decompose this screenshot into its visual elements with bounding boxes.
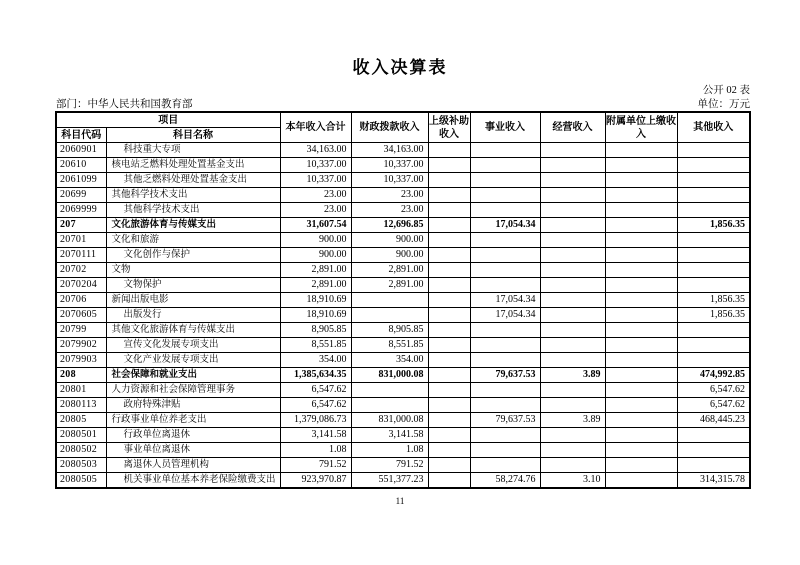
subject-code-cell: 20799 <box>56 323 106 338</box>
value-cell <box>677 338 750 353</box>
value-cell: 3.10 <box>540 473 605 489</box>
value-cell: 2,891.00 <box>351 278 428 293</box>
subject-name-cell: 离退休人员管理机构 <box>106 458 280 473</box>
value-cell <box>428 263 470 278</box>
subject-name-cell: 人力资源和社会保障管理事务 <box>106 383 280 398</box>
value-cell <box>540 278 605 293</box>
subject-code-cell: 20702 <box>56 263 106 278</box>
value-cell: 10,337.00 <box>280 173 351 188</box>
value-cell <box>605 143 677 158</box>
value-cell: 10,337.00 <box>351 158 428 173</box>
unit-label: 单位：万元 <box>697 99 750 110</box>
value-cell <box>428 323 470 338</box>
value-cell: 8,905.85 <box>280 323 351 338</box>
value-cell <box>605 323 677 338</box>
value-cell: 17,054.34 <box>470 218 540 233</box>
value-cell <box>540 143 605 158</box>
value-cell <box>605 188 677 203</box>
value-cell: 900.00 <box>280 233 351 248</box>
value-cell <box>428 443 470 458</box>
subject-code-cell: 208 <box>56 368 106 383</box>
value-cell <box>428 158 470 173</box>
value-cell <box>470 458 540 473</box>
value-cell <box>540 293 605 308</box>
value-cell: 12,696.85 <box>351 218 428 233</box>
value-cell <box>470 398 540 413</box>
table-row <box>56 293 750 308</box>
value-cell: 923,970.87 <box>280 473 351 489</box>
value-cell: 1.08 <box>280 443 351 458</box>
value-cell: 58,274.76 <box>470 473 540 489</box>
value-cell <box>470 188 540 203</box>
value-cell: 1,856.35 <box>677 293 750 308</box>
page-title: 收入决算表 <box>352 58 448 77</box>
value-cell <box>351 398 428 413</box>
value-cell <box>605 383 677 398</box>
value-cell <box>605 263 677 278</box>
value-cell <box>605 233 677 248</box>
value-cell <box>351 308 428 323</box>
value-cell: 2,891.00 <box>280 278 351 293</box>
value-cell <box>428 338 470 353</box>
value-cell: 23.00 <box>351 188 428 203</box>
value-cell <box>540 248 605 263</box>
value-cell <box>677 428 750 443</box>
value-cell <box>677 443 750 458</box>
value-cell: 2,891.00 <box>351 263 428 278</box>
value-cell <box>470 203 540 218</box>
value-cell <box>351 293 428 308</box>
value-cell: 8,551.85 <box>351 338 428 353</box>
value-cell <box>677 278 750 293</box>
subject-code-cell: 2079902 <box>56 338 106 353</box>
value-cell <box>540 428 605 443</box>
value-cell <box>677 353 750 368</box>
value-cell <box>605 428 677 443</box>
subject-code-cell: 2080113 <box>56 398 106 413</box>
table-row <box>56 143 750 158</box>
value-cell <box>605 473 677 489</box>
subject-name-cell: 文化产业发展专项支出 <box>106 353 280 368</box>
department-label: 部门：中华人民共和国教育部 <box>56 99 193 110</box>
value-cell: 10,337.00 <box>280 158 351 173</box>
table-row <box>56 263 750 278</box>
table-row <box>56 233 750 248</box>
value-cell: 3.89 <box>540 413 605 428</box>
subject-name-cell: 其他科学技术支出 <box>106 188 280 203</box>
value-cell <box>428 233 470 248</box>
value-cell: 551,377.23 <box>351 473 428 489</box>
subject-name-cell: 其他乏燃料处理处置基金支出 <box>106 173 280 188</box>
value-cell: 900.00 <box>351 248 428 263</box>
subject-name-cell: 文物保护 <box>106 278 280 293</box>
header-superior-subsidy-income: 上级补助收入 <box>428 112 470 143</box>
table-row <box>56 473 750 489</box>
header-project: 项目 <box>56 112 280 128</box>
header-business-income: 事业收入 <box>470 112 540 143</box>
value-cell <box>677 173 750 188</box>
value-cell: 900.00 <box>351 233 428 248</box>
value-cell <box>540 218 605 233</box>
value-cell: 31,607.54 <box>280 218 351 233</box>
value-cell <box>605 308 677 323</box>
value-cell <box>540 323 605 338</box>
subject-name-cell: 核电站乏燃料处理处置基金支出 <box>106 158 280 173</box>
value-cell <box>677 248 750 263</box>
value-cell <box>540 203 605 218</box>
value-cell <box>428 368 470 383</box>
subject-name-cell: 科技重大专项 <box>106 143 280 158</box>
value-cell <box>428 143 470 158</box>
value-cell <box>428 218 470 233</box>
value-cell <box>605 173 677 188</box>
value-cell: 18,910.69 <box>280 308 351 323</box>
table-row <box>56 173 750 188</box>
value-cell: 23.00 <box>280 188 351 203</box>
value-cell <box>470 158 540 173</box>
header-fiscal-appropriation-income: 财政拨款收入 <box>351 112 428 143</box>
value-cell: 354.00 <box>351 353 428 368</box>
value-cell <box>605 203 677 218</box>
subject-code-cell: 20805 <box>56 413 106 428</box>
subject-name-cell: 其他文化旅游体育与传媒支出 <box>106 323 280 338</box>
value-cell <box>677 158 750 173</box>
table-row <box>56 368 750 383</box>
value-cell <box>605 248 677 263</box>
value-cell <box>470 353 540 368</box>
value-cell <box>540 308 605 323</box>
value-cell <box>605 293 677 308</box>
value-cell: 79,637.53 <box>470 368 540 383</box>
value-cell: 2,891.00 <box>280 263 351 278</box>
value-cell <box>470 323 540 338</box>
table-row <box>56 383 750 398</box>
value-cell: 23.00 <box>280 203 351 218</box>
subject-name-cell: 新闻出版电影 <box>106 293 280 308</box>
value-cell <box>470 383 540 398</box>
value-cell: 8,551.85 <box>280 338 351 353</box>
value-cell <box>428 278 470 293</box>
subject-code-cell: 2079903 <box>56 353 106 368</box>
subject-name-cell: 文化旅游体育与传媒支出 <box>106 218 280 233</box>
value-cell <box>428 428 470 443</box>
value-cell <box>428 458 470 473</box>
subject-name-cell: 行政单位离退休 <box>106 428 280 443</box>
value-cell <box>428 188 470 203</box>
subject-code-cell: 20801 <box>56 383 106 398</box>
table-row <box>56 398 750 413</box>
subject-code-cell: 207 <box>56 218 106 233</box>
value-cell: 6,547.62 <box>677 383 750 398</box>
value-cell: 474,992.85 <box>677 368 750 383</box>
table-row <box>56 308 750 323</box>
value-cell: 354.00 <box>280 353 351 368</box>
subject-code-cell: 2070111 <box>56 248 106 263</box>
table-row <box>56 278 750 293</box>
value-cell <box>540 188 605 203</box>
value-cell: 831,000.08 <box>351 368 428 383</box>
header-affiliated-unit-income: 附属单位上缴收入 <box>605 112 677 143</box>
value-cell: 791.52 <box>351 458 428 473</box>
value-cell <box>428 308 470 323</box>
value-cell: 23.00 <box>351 203 428 218</box>
value-cell: 6,547.62 <box>280 383 351 398</box>
value-cell <box>470 233 540 248</box>
value-cell <box>540 398 605 413</box>
value-cell: 1.08 <box>351 443 428 458</box>
subject-code-cell: 2070605 <box>56 308 106 323</box>
value-cell: 8,905.85 <box>351 323 428 338</box>
value-cell: 3,141.58 <box>280 428 351 443</box>
value-cell <box>677 203 750 218</box>
value-cell <box>677 233 750 248</box>
table-row <box>56 218 750 233</box>
subject-name-cell: 文化创作与保护 <box>106 248 280 263</box>
value-cell: 3,141.58 <box>351 428 428 443</box>
table-row <box>56 443 750 458</box>
value-cell <box>605 398 677 413</box>
value-cell <box>605 458 677 473</box>
subject-name-cell: 行政事业单位养老支出 <box>106 413 280 428</box>
value-cell <box>605 353 677 368</box>
value-cell <box>605 278 677 293</box>
value-cell <box>470 338 540 353</box>
value-cell <box>605 413 677 428</box>
table-row <box>56 428 750 443</box>
meta-row <box>56 96 750 111</box>
value-cell <box>540 263 605 278</box>
header-total-income: 本年收入合计 <box>280 112 351 143</box>
value-cell: 10,337.00 <box>351 173 428 188</box>
value-cell: 791.52 <box>280 458 351 473</box>
value-cell <box>605 218 677 233</box>
value-cell: 1,385,634.35 <box>280 368 351 383</box>
value-cell <box>540 338 605 353</box>
value-cell: 314,315.78 <box>677 473 750 489</box>
value-cell <box>470 263 540 278</box>
subject-name-cell: 社会保障和就业支出 <box>106 368 280 383</box>
subject-name-cell: 出版发行 <box>106 308 280 323</box>
header-row-top <box>56 112 750 128</box>
header-operating-income: 经营收入 <box>540 112 605 143</box>
value-cell <box>470 173 540 188</box>
value-cell <box>677 143 750 158</box>
table-row <box>56 203 750 218</box>
subject-name-cell: 机关事业单位基本养老保险缴费支出 <box>106 473 280 489</box>
table-row <box>56 188 750 203</box>
value-cell: 6,547.62 <box>280 398 351 413</box>
subject-name-cell: 其他科学技术支出 <box>106 203 280 218</box>
table-row <box>56 338 750 353</box>
value-cell: 900.00 <box>280 248 351 263</box>
subject-code-cell: 2060901 <box>56 143 106 158</box>
value-cell <box>470 248 540 263</box>
header-other-income: 其他收入 <box>677 112 750 143</box>
subject-code-cell: 20706 <box>56 293 106 308</box>
value-cell <box>540 353 605 368</box>
value-cell <box>677 188 750 203</box>
value-cell <box>605 158 677 173</box>
value-cell <box>540 158 605 173</box>
subject-code-cell: 2070204 <box>56 278 106 293</box>
table-row <box>56 248 750 263</box>
table-row <box>56 353 750 368</box>
value-cell <box>351 383 428 398</box>
value-cell: 17,054.34 <box>470 293 540 308</box>
value-cell <box>470 278 540 293</box>
value-cell <box>428 353 470 368</box>
table-row <box>56 158 750 173</box>
subject-code-cell: 2080503 <box>56 458 106 473</box>
value-cell: 79,637.53 <box>470 413 540 428</box>
table-number-label: 公开 02 表 <box>702 85 750 96</box>
value-cell <box>677 458 750 473</box>
value-cell <box>428 473 470 489</box>
subject-code-cell: 2061099 <box>56 173 106 188</box>
subject-code-cell: 2080505 <box>56 473 106 489</box>
value-cell <box>428 203 470 218</box>
value-cell <box>428 248 470 263</box>
value-cell: 1,856.35 <box>677 218 750 233</box>
value-cell: 18,910.69 <box>280 293 351 308</box>
value-cell <box>428 398 470 413</box>
subject-name-cell: 文物 <box>106 263 280 278</box>
value-cell <box>428 293 470 308</box>
value-cell <box>605 443 677 458</box>
value-cell: 1,856.35 <box>677 308 750 323</box>
subject-code-cell: 20610 <box>56 158 106 173</box>
value-cell <box>428 383 470 398</box>
value-cell: 34,163.00 <box>351 143 428 158</box>
subject-name-cell: 宣传文化发展专项支出 <box>106 338 280 353</box>
value-cell <box>540 383 605 398</box>
table-row <box>56 458 750 473</box>
subject-name-cell: 文化和旅游 <box>106 233 280 248</box>
value-cell: 17,054.34 <box>470 308 540 323</box>
subject-code-cell: 2080501 <box>56 428 106 443</box>
value-cell <box>540 443 605 458</box>
value-cell: 6,547.62 <box>677 398 750 413</box>
value-cell <box>605 368 677 383</box>
subject-code-cell: 20701 <box>56 233 106 248</box>
value-cell <box>428 173 470 188</box>
income-statement-table <box>55 111 751 489</box>
value-cell <box>470 443 540 458</box>
value-cell <box>677 323 750 338</box>
value-cell <box>605 338 677 353</box>
table-row <box>56 413 750 428</box>
value-cell: 1,379,086.73 <box>280 413 351 428</box>
header-subject-name: 科目名称 <box>106 128 280 143</box>
subject-code-cell: 2069999 <box>56 203 106 218</box>
subject-name-cell: 事业单位离退休 <box>106 443 280 458</box>
value-cell <box>677 263 750 278</box>
table-row <box>56 323 750 338</box>
value-cell <box>540 173 605 188</box>
subject-code-cell: 2080502 <box>56 443 106 458</box>
value-cell <box>470 428 540 443</box>
value-cell <box>470 143 540 158</box>
value-cell: 831,000.08 <box>351 413 428 428</box>
value-cell: 34,163.00 <box>280 143 351 158</box>
subject-name-cell: 政府特殊津贴 <box>106 398 280 413</box>
subject-code-cell: 20699 <box>56 188 106 203</box>
value-cell: 3.89 <box>540 368 605 383</box>
page-number: 11 <box>395 496 405 506</box>
value-cell <box>540 233 605 248</box>
value-cell: 468,445.23 <box>677 413 750 428</box>
value-cell <box>540 458 605 473</box>
header-subject-code: 科目代码 <box>56 128 106 143</box>
value-cell <box>428 413 470 428</box>
